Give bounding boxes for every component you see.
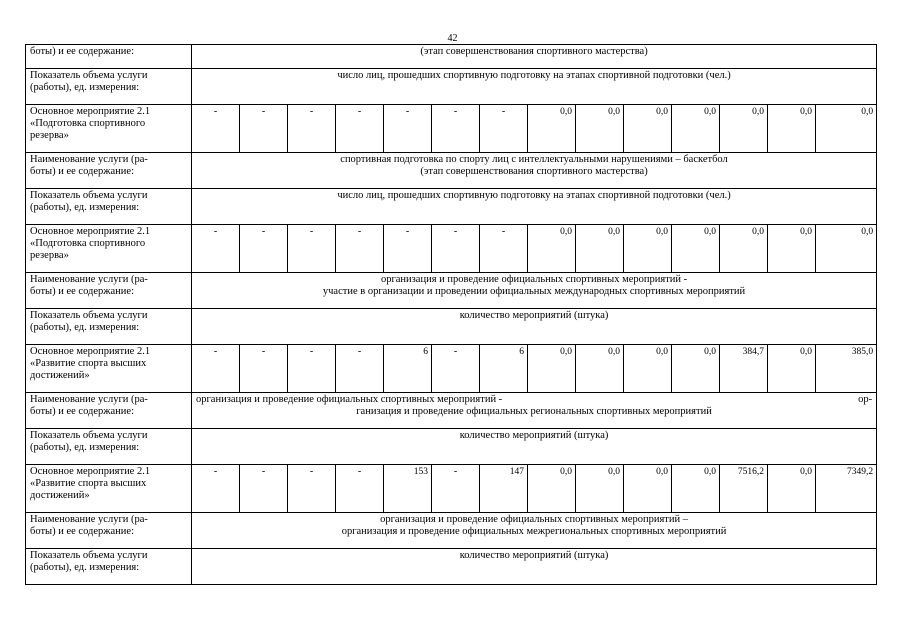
content-line: ганизация и проведение официальных региональных спортивных мероприятий <box>356 406 712 417</box>
row-label-cell <box>26 465 192 513</box>
value-cell: 7516,2 <box>720 465 768 513</box>
value-cell: 0,0 <box>672 225 720 273</box>
row-content-cell <box>192 69 877 105</box>
value-cell: 384,7 <box>720 345 768 393</box>
value-cell: 6 <box>480 345 528 393</box>
value-cell: 0,0 <box>624 225 672 273</box>
value-cell: - <box>384 225 432 273</box>
row-label-line: боты) и ее содержание: <box>30 46 135 57</box>
row-label-line: (работы), ед. измерения: <box>30 322 140 333</box>
content-line-end: ор- <box>858 394 873 405</box>
value-cell: - <box>240 465 288 513</box>
table-row <box>26 69 877 105</box>
content-line: (этап совершенствования спортивного мастерства) <box>420 166 648 177</box>
content-line: количество мероприятий (штука) <box>459 430 609 441</box>
row-label-line: Наименование услуги (ра- <box>30 394 148 405</box>
value-cell: 0,0 <box>672 465 720 513</box>
value-cell: - <box>384 105 432 153</box>
value-cell: - <box>480 105 528 153</box>
row-label-cell <box>26 153 192 189</box>
row-label-line: Наименование услуги (ра- <box>30 274 148 285</box>
value-cell: - <box>192 465 240 513</box>
value-cell: 153 <box>384 465 432 513</box>
row-label-line: Основное мероприятие 2.1 <box>30 226 151 237</box>
table-row <box>26 465 877 513</box>
value-cell: - <box>192 105 240 153</box>
table-row <box>26 549 877 585</box>
row-content-cell <box>192 153 877 189</box>
content-line: организация и проведение официальных спортивных мероприятий – <box>380 514 689 525</box>
row-content-cell <box>192 309 877 345</box>
row-label-cell <box>26 549 192 585</box>
row-label-cell <box>26 69 192 105</box>
row-label-line: «Развитие спорта высших <box>30 478 147 489</box>
row-label-line: Основное мероприятие 2.1 <box>30 106 151 117</box>
row-label-cell <box>26 393 192 429</box>
value-cell: - <box>288 225 336 273</box>
row-label-line: боты) и ее содержание: <box>30 286 135 297</box>
value-cell: 0,0 <box>768 465 816 513</box>
value-cell: - <box>288 465 336 513</box>
table-row <box>26 105 877 153</box>
row-label-line: (работы), ед. измерения: <box>30 562 140 573</box>
value-cell: - <box>288 105 336 153</box>
row-label-line: Наименование услуги (ра- <box>30 514 148 525</box>
table-row <box>26 513 877 549</box>
content-line: организация и проведение официальных спортивных мероприятий - <box>380 274 688 285</box>
row-label-line: «Развитие спорта высших <box>30 358 147 369</box>
row-label-cell <box>26 429 192 465</box>
value-cell: 0,0 <box>624 345 672 393</box>
row-label-line: достижений» <box>30 490 90 501</box>
value-cell: 0,0 <box>720 225 768 273</box>
row-label-cell <box>26 45 192 69</box>
value-cell: 0,0 <box>672 345 720 393</box>
row-label-cell <box>26 105 192 153</box>
table-row <box>26 345 877 393</box>
value-cell: 0,0 <box>816 105 877 153</box>
value-cell: 7349,2 <box>816 465 877 513</box>
row-label-line: (работы), ед. измерения: <box>30 82 140 93</box>
value-cell: - <box>432 225 480 273</box>
row-label-line: «Подготовка спортивного <box>30 238 146 249</box>
table-row <box>26 429 877 465</box>
value-cell: 0,0 <box>672 105 720 153</box>
row-label-line: (работы), ед. измерения: <box>30 202 140 213</box>
table-row <box>26 393 877 429</box>
row-label-line: резерва» <box>30 130 69 141</box>
page-number: 42 <box>447 33 458 44</box>
value-cell: - <box>240 105 288 153</box>
row-label-line: достижений» <box>30 370 90 381</box>
value-cell: 0,0 <box>528 105 576 153</box>
value-cell: 0,0 <box>768 105 816 153</box>
value-cell: 0,0 <box>528 465 576 513</box>
value-cell: 0,0 <box>768 225 816 273</box>
row-content-cell <box>192 273 877 309</box>
table-row <box>26 225 877 273</box>
table-row <box>26 45 877 69</box>
row-label-line: Показатель объема услуги <box>30 190 148 201</box>
row-content-cell <box>192 429 877 465</box>
value-cell: - <box>240 225 288 273</box>
value-cell: 0,0 <box>576 465 624 513</box>
value-cell: 0,0 <box>528 345 576 393</box>
program-table <box>25 44 877 585</box>
value-cell: 0,0 <box>816 225 877 273</box>
row-label-cell <box>26 189 192 225</box>
value-cell: 0,0 <box>624 465 672 513</box>
row-label-line: Показатель объема услуги <box>30 550 148 561</box>
value-cell: - <box>432 105 480 153</box>
row-label-cell <box>26 513 192 549</box>
content-line: участие в организации и проведении официальных международных спортивных мероприятий <box>322 286 746 297</box>
value-cell: 0,0 <box>576 105 624 153</box>
value-cell: 0,0 <box>576 345 624 393</box>
row-label-line: боты) и ее содержание: <box>30 406 135 417</box>
content-line: спортивная подготовка по спорту лиц с интеллектуальными нарушениями – баскетбол <box>340 154 728 165</box>
table-row <box>26 273 877 309</box>
row-content-cell <box>192 45 877 69</box>
row-label-line: Показатель объема услуги <box>30 430 148 441</box>
content-line-start: организация и проведение официальных спортивных мероприятий - <box>196 394 503 405</box>
value-cell: - <box>432 465 480 513</box>
value-cell: 0,0 <box>720 105 768 153</box>
row-label-line: (работы), ед. измерения: <box>30 442 140 453</box>
value-cell: - <box>480 225 528 273</box>
row-label-line: резерва» <box>30 250 69 261</box>
row-label-line: боты) и ее содержание: <box>30 526 135 537</box>
value-cell: 385,0 <box>816 345 877 393</box>
value-cell: 0,0 <box>768 345 816 393</box>
row-label-cell <box>26 345 192 393</box>
row-label-line: «Подготовка спортивного <box>30 118 146 129</box>
row-label-line: Основное мероприятие 2.1 <box>30 346 151 357</box>
value-cell: - <box>336 225 384 273</box>
row-label-cell <box>26 309 192 345</box>
value-cell: 0,0 <box>576 225 624 273</box>
table-row <box>26 309 877 345</box>
value-cell: - <box>336 345 384 393</box>
value-cell: 0,0 <box>528 225 576 273</box>
row-content-cell <box>192 513 877 549</box>
row-label-line: Показатель объема услуги <box>30 310 148 321</box>
content-line: количество мероприятий (штука) <box>459 550 609 561</box>
value-cell: 6 <box>384 345 432 393</box>
content-line: количество мероприятий (штука) <box>459 310 609 321</box>
value-cell: - <box>192 345 240 393</box>
row-content-cell <box>192 189 877 225</box>
value-cell: 147 <box>480 465 528 513</box>
content-split-line <box>196 394 872 406</box>
content-line: (этап совершенствования спортивного мастерства) <box>420 46 648 57</box>
row-label-line: Основное мероприятие 2.1 <box>30 466 151 477</box>
table-row <box>26 189 877 225</box>
content-line: организация и проведение официальных межрегиональных спортивных мероприятий <box>341 526 727 537</box>
row-label-line: Показатель объема услуги <box>30 70 148 81</box>
value-cell: 0,0 <box>624 105 672 153</box>
row-content-cell <box>192 393 877 429</box>
content-line: число лиц, прошедших спортивную подготовку на этапах спортивной подготовки (чел.) <box>337 70 731 81</box>
value-cell: - <box>432 345 480 393</box>
table-body <box>26 45 877 585</box>
row-label-line: Наименование услуги (ра- <box>30 154 148 165</box>
value-cell: - <box>336 465 384 513</box>
content-line: число лиц, прошедших спортивную подготовку на этапах спортивной подготовки (чел.) <box>337 190 731 201</box>
row-label-line: боты) и ее содержание: <box>30 166 135 177</box>
value-cell: - <box>288 345 336 393</box>
value-cell: - <box>240 345 288 393</box>
value-cell: - <box>192 225 240 273</box>
row-content-cell <box>192 549 877 585</box>
table-row <box>26 153 877 189</box>
value-cell: - <box>336 105 384 153</box>
row-label-cell <box>26 273 192 309</box>
row-label-cell <box>26 225 192 273</box>
